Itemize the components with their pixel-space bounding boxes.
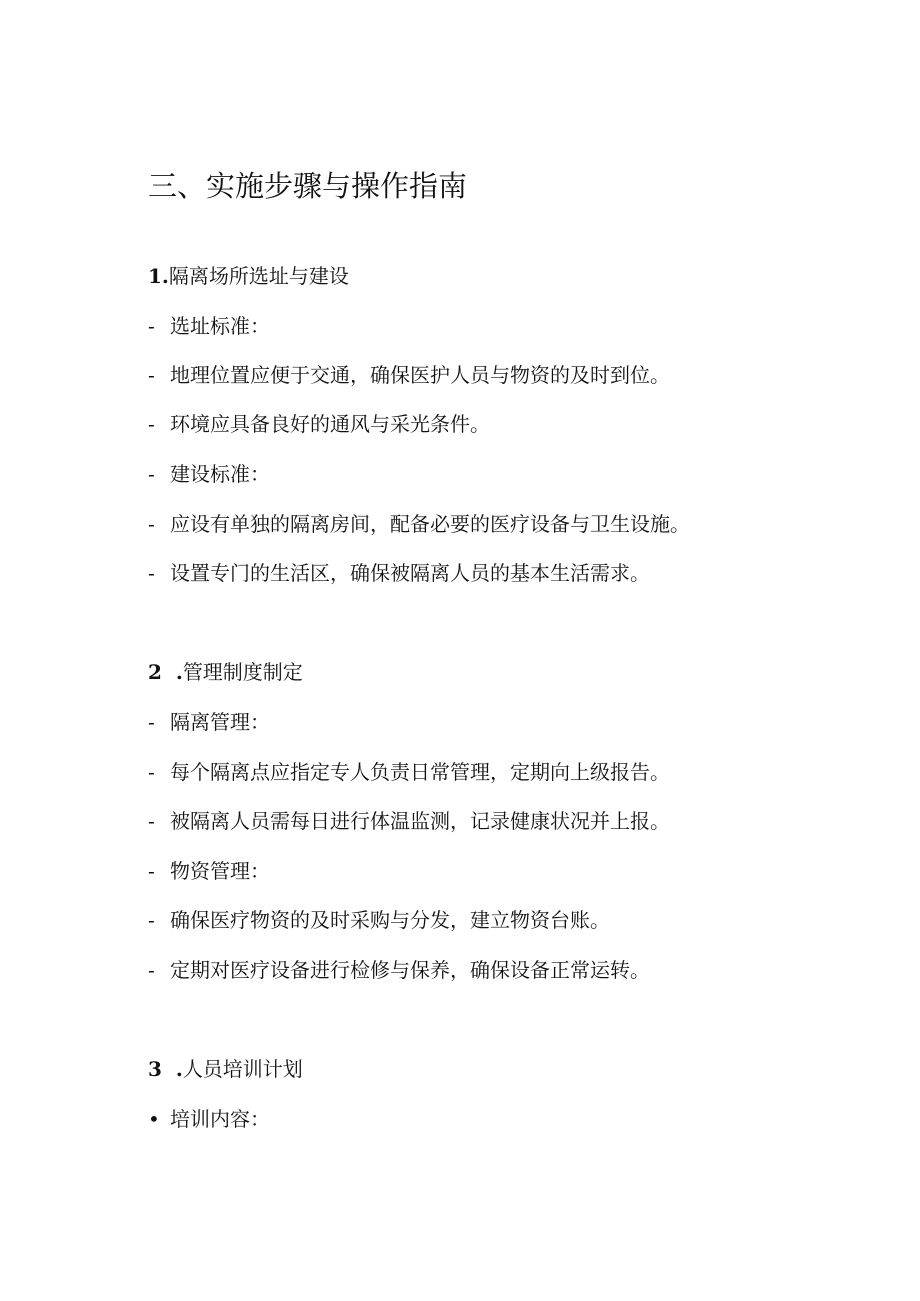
subsection-title-3 xyxy=(148,1055,303,1083)
list-item-text: 建设标准： xyxy=(170,462,270,486)
bullet-marker: • xyxy=(148,1107,160,1131)
list-item-text: 隔离管理： xyxy=(170,710,270,734)
dash-marker: - xyxy=(148,314,155,338)
list-item xyxy=(148,857,270,885)
subsection-number: 1. xyxy=(148,264,169,288)
dash-marker: - xyxy=(148,561,155,585)
subsection-title-text: 管理制度制定 xyxy=(182,660,303,684)
list-item-text: 确保医疗物资的及时采购与分发，建立物资台账。 xyxy=(170,908,610,932)
list-item-text: 培训内容： xyxy=(170,1107,270,1131)
list-item xyxy=(148,956,650,984)
dash-marker: - xyxy=(148,958,155,982)
list-item xyxy=(148,460,270,488)
list-item xyxy=(148,708,270,736)
subsection-number: 2 . xyxy=(148,660,183,684)
subsection-title-text: 人员培训计划 xyxy=(182,1057,303,1081)
list-item xyxy=(148,510,690,538)
list-item xyxy=(148,758,670,786)
list-item xyxy=(148,906,610,934)
dash-marker: - xyxy=(148,462,155,486)
subsection-title-2 xyxy=(148,658,303,686)
list-item xyxy=(148,410,490,438)
dash-marker: - xyxy=(148,363,155,387)
list-item-text: 环境应具备良好的通风与采光条件。 xyxy=(170,412,490,436)
list-item-text: 定期对医疗设备进行检修与保养，确保设备正常运转。 xyxy=(170,958,650,982)
list-item xyxy=(148,361,670,389)
list-item-text: 被隔离人员需每日进行体温监测，记录健康状况并上报。 xyxy=(170,809,670,833)
list-item-text: 应设有单独的隔离房间，配备必要的医疗设备与卫生设施。 xyxy=(170,512,690,536)
list-item-text: 设置专门的生活区，确保被隔离人员的基本生活需求。 xyxy=(170,561,650,585)
list-item xyxy=(148,1105,270,1133)
list-item-text: 地理位置应便于交通，确保医护人员与物资的及时到位。 xyxy=(170,363,670,387)
dash-marker: - xyxy=(148,512,155,536)
subsection-title-text: 隔离场所选址与建设 xyxy=(168,264,349,288)
dash-marker: - xyxy=(148,760,155,784)
subsection-title-1 xyxy=(148,262,349,290)
list-item-text: 选址标准： xyxy=(170,314,270,338)
dash-marker: - xyxy=(148,809,155,833)
dash-marker: - xyxy=(148,859,155,883)
list-item xyxy=(148,559,650,587)
dash-marker: - xyxy=(148,908,155,932)
section-heading: 三、实施步骤与操作指南 xyxy=(148,169,468,203)
list-item xyxy=(148,807,670,835)
list-item-text: 每个隔离点应指定专人负责日常管理，定期向上级报告。 xyxy=(170,760,670,784)
subsection-number: 3 . xyxy=(148,1057,183,1081)
dash-marker: - xyxy=(148,710,155,734)
list-item xyxy=(148,312,270,340)
list-item-text: 物资管理： xyxy=(170,859,270,883)
dash-marker: - xyxy=(148,412,155,436)
